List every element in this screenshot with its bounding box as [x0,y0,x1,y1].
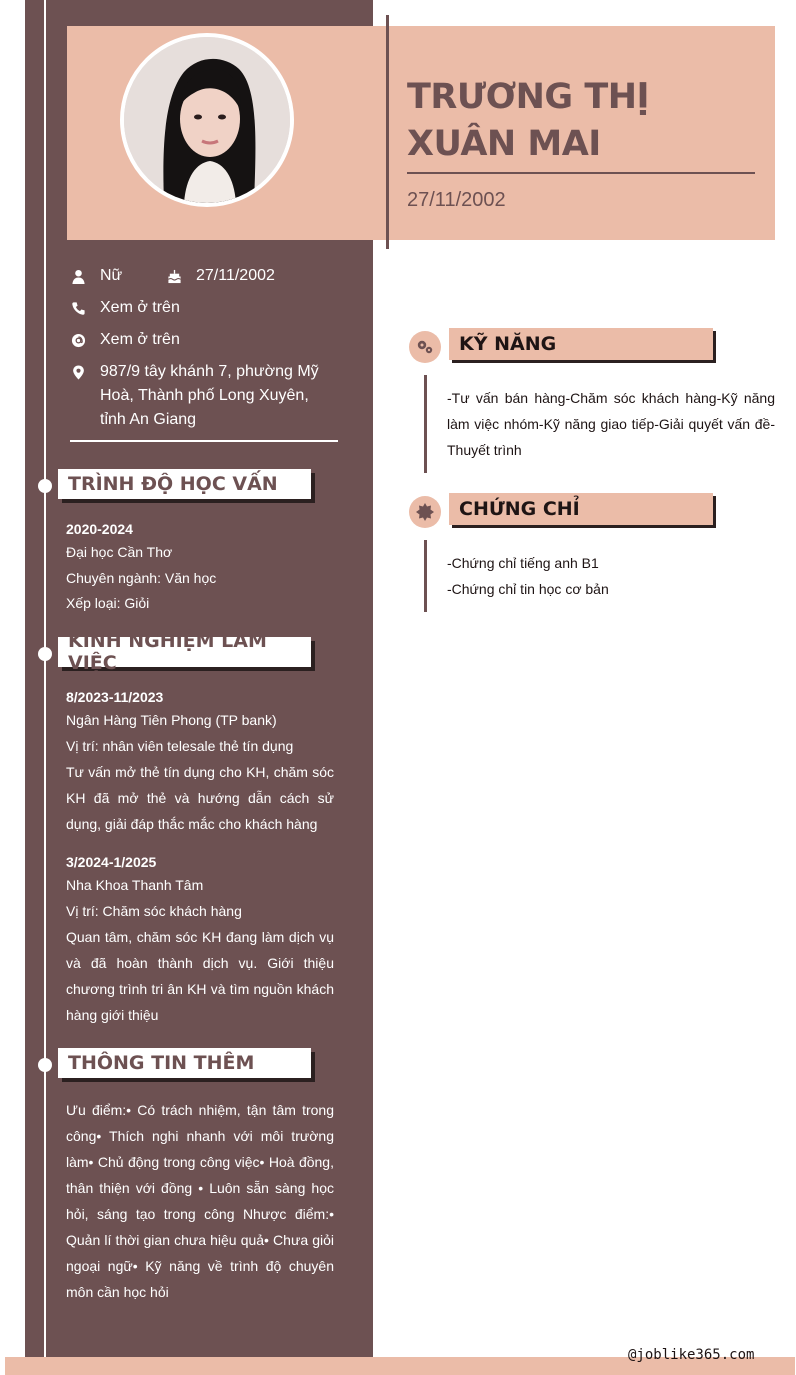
job-period: 3/2024-1/2025 [66,854,157,870]
education-block [66,518,334,617]
job-position: Vị trí: Chăm sóc khách hàng [66,902,242,919]
timeline-dot [38,647,52,661]
additional-text: Ưu điểm:• Có trách nhiệm, tận tâm trong công• Thích nghi nhanh với môi trường làm• Chủ động trong công việc• Hoà đồng, thân thiện với đồng • Luôn sẵn sàng học hỏi, sáng tạo trong công Nhược điểm:• Quản lí thời gian chưa hiệu quả• Chưa giỏi ngoại ngữ• Kỹ năng về trình độ chuyên môn cần học hỏi [66,1102,334,1300]
header-divider [386,15,389,249]
additional-heading: THÔNG TIN THÊM [58,1048,311,1078]
skills-text: -Tư vấn bán hàng-Chăm sóc khách hàng-Kỹ năng làm việc nhóm-Kỹ năng giao tiếp-Giải quyết vấn đề-Thuyết trình [447,390,775,458]
address-row [68,360,338,432]
birthday-row [164,264,275,288]
timeline-dot [38,479,52,493]
job-period: 8/2023-11/2023 [66,689,164,705]
profile-photo [120,33,294,207]
experience-heading: KINH NGHIỆM LÀM VIỆC [58,637,311,667]
birthday-value: 27/11/2002 [196,267,275,284]
additional-block [66,1097,334,1305]
job-block [66,851,334,1028]
education-period: 2020-2024 [66,521,133,537]
job-description: Tư vấn mở thẻ tín dụng cho KH, chăm sóc KH đã mở thẻ và hướng dẫn cách sử dụng, giải đáp thắc mắc cho khách hàng [66,764,334,832]
gender-row [68,264,122,288]
certificates-bar [424,540,427,612]
map-pin-icon [68,360,88,384]
email-row [68,328,180,352]
certificate-item: -Chứng chỉ tiếng anh B1 [447,555,599,571]
address-value: 987/9 tây khánh 7, phường Mỹ Hoà, Thành phố Long Xuyên, tỉnh An Giang [100,363,319,428]
education-grade: Xếp loại: Giỏi [66,595,150,611]
gears-icon [409,331,441,363]
header-dob: 27/11/2002 [407,189,506,211]
timeline-dot [38,1058,52,1072]
birthday-cake-icon [164,264,184,288]
job-block [66,686,334,837]
phone-row [68,296,180,320]
certificate-item: -Chứng chỉ tin học cơ bản [447,581,609,597]
job-company: Nha Khoa Thanh Tâm [66,877,204,893]
profile-photo-image [124,37,290,203]
education-heading: TRÌNH ĐỘ HỌC VẤN [58,469,311,499]
candidate-name: TRƯƠNG THỊ XUÂN MAI [407,77,650,164]
education-school: Đại học Cần Thơ [66,544,173,560]
job-description: Quan tâm, chăm sóc KH đang làm dịch vụ và đã hoàn thành dịch vụ. Giới thiệu chương trình tri ân KH và tìm nguồn khách hàng giới thiệu [66,929,334,1023]
contact-divider [70,440,338,442]
skills-heading: KỸ NĂNG [449,328,713,360]
certificates-list [447,550,775,602]
watermark: @joblike365.com [628,1347,755,1363]
user-icon [68,264,88,288]
at-sign-icon [68,328,88,352]
job-position: Vị trí: nhân viên telesale thẻ tín dụng [66,737,294,754]
education-major: Chuyên ngành: Văn học [66,569,217,586]
skills-bar [424,375,427,473]
phone-icon [68,296,88,320]
email-value: Xem ở trên [100,331,180,348]
certificates-heading: CHỨNG CHỈ [449,493,713,525]
badge-icon [409,496,441,528]
timeline-line [44,0,46,1375]
phone-value: Xem ở trên [100,299,180,316]
job-company: Ngân Hàng Tiên Phong (TP bank) [66,712,277,728]
name-underline [407,172,755,174]
gender-value: Nữ [100,267,123,284]
